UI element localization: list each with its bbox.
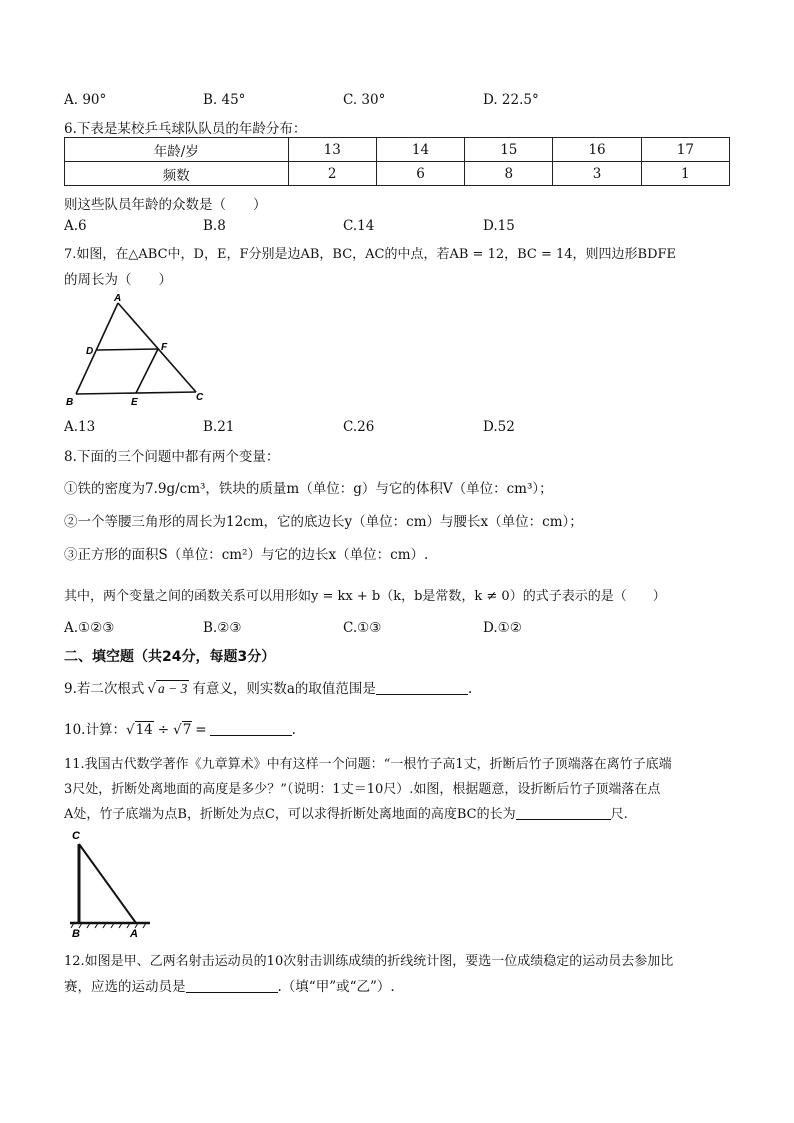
sqrt-expression xyxy=(147,681,189,697)
q6-option-b[interactable]: B.8 xyxy=(203,218,226,234)
q11-line3-text: A处，竹子底端为点B，折断处为点C，可以求得折断处离地面的高度BC的长为 xyxy=(64,807,516,822)
q12-hint: .（填“甲”或“乙”）. xyxy=(277,979,395,995)
q11-unit: 尺. xyxy=(610,807,628,822)
division-sign: ÷ xyxy=(157,722,170,738)
q6-option-d[interactable]: D.15 xyxy=(483,218,515,234)
q6-stem: 6.下表是某校乒乓球队队员的年龄分布： xyxy=(64,121,307,137)
table-cell: 6 xyxy=(376,162,464,186)
q8-stem: 8.下面的三个问题中都有两个变量： xyxy=(64,449,280,465)
table-cell: 17 xyxy=(641,138,729,162)
q6-question: 则这些队员年龄的众数是（ ） xyxy=(64,197,267,213)
q10-text-before: 10.计算： xyxy=(64,722,126,738)
q7-stem-line2: 的周长为（ ） xyxy=(64,272,172,288)
q8-option-b[interactable]: B.②③ xyxy=(203,620,242,636)
radicand: 14 xyxy=(135,722,153,738)
figure-label-c: C xyxy=(72,830,80,842)
table-cell: 15 xyxy=(465,138,553,162)
triangle-abc-figure xyxy=(62,293,212,408)
q7-option-d[interactable]: D.52 xyxy=(483,419,515,435)
q12-line2-text: 赛，应选的运动员是 xyxy=(64,979,186,995)
table-header-cell: 频数 xyxy=(65,162,289,186)
figure-label-a: A xyxy=(130,928,138,938)
table-cell: 8 xyxy=(465,162,553,186)
figure-label-f: F xyxy=(161,342,168,353)
q8-item-2: ②一个等腰三角形的周长为12cm，它的底边长y（单位：cm）与腰长x（单位：cm）； xyxy=(64,514,583,530)
q9-text-after: 有意义，则实数a的取值范围是 xyxy=(192,681,376,697)
q10-answer-blank[interactable] xyxy=(210,721,292,736)
sqrt-14 xyxy=(126,721,154,738)
figure-label-c: C xyxy=(196,392,204,403)
q9-answer-blank[interactable] xyxy=(376,680,468,695)
table-cell: 16 xyxy=(553,138,641,162)
figure-label-a: A xyxy=(114,293,122,304)
q7-option-b[interactable]: B.21 xyxy=(203,419,235,435)
radical-sign-icon: √ xyxy=(173,722,182,738)
q10-period: . xyxy=(291,722,296,738)
q11-line1: 11.我国古代数学著作《九章算术》中有这样一个问题：“一根竹子高1丈，折断后竹子顶端落在离竹子底端 xyxy=(64,757,672,772)
q12-line1: 12.如图是甲、乙两名射击运动员的10次射击训练成绩的折线统计图，要选一位成绩稳定的运动员去参加比 xyxy=(64,954,674,969)
q5-option-d[interactable]: D. 22.5° xyxy=(483,92,539,108)
figure-label-e: E xyxy=(131,397,138,408)
q8-item-3: ③正方形的面积S（单位：cm²）与它的边长x（单位：cm）. xyxy=(64,547,429,563)
section-title: 二、填空题（共24分，每题3分） xyxy=(64,649,276,665)
age-frequency-table xyxy=(64,137,730,186)
q8-item-1: ①铁的密度为7.9g/cm³，铁块的质量m（单位：g）与它的体积V（单位：cm³）； xyxy=(64,481,553,497)
bamboo-figure xyxy=(66,828,166,938)
q12-line2 xyxy=(64,975,395,995)
q7-option-a[interactable]: A.13 xyxy=(64,419,96,435)
sqrt-7 xyxy=(173,721,192,738)
equals-sign: = xyxy=(195,722,207,738)
q11-answer-blank[interactable] xyxy=(516,805,611,820)
radicand: 7 xyxy=(182,722,192,738)
q6-option-c[interactable]: C.14 xyxy=(343,218,375,234)
q10-line xyxy=(64,718,296,738)
q5-option-b[interactable]: B. 45° xyxy=(203,92,246,108)
table-cell: 2 xyxy=(288,162,376,186)
q9-line xyxy=(64,677,472,697)
q12-answer-blank[interactable] xyxy=(186,978,278,993)
q6-option-a[interactable]: A.6 xyxy=(64,218,87,234)
q8-option-d[interactable]: D.①② xyxy=(483,620,522,636)
q5-option-c[interactable]: C. 30° xyxy=(343,92,386,108)
q9-text-before: 9.若二次根式 xyxy=(64,681,145,697)
table-cell: 1 xyxy=(641,162,729,186)
q7-option-c[interactable]: C.26 xyxy=(343,419,375,435)
q8-question: 其中，两个变量之间的函数关系可以用形如y = kx + b（k，b是常数，k ≠ 0）的式子表示的是（ ） xyxy=(64,589,666,604)
table-cell: 3 xyxy=(553,162,641,186)
figure-label-b: B xyxy=(72,928,80,938)
table-header-cell: 年龄/岁 xyxy=(65,138,289,162)
table-cell: 14 xyxy=(376,138,464,162)
q11-line3 xyxy=(64,803,628,822)
q11-line2: 3尺处，折断处离地面的高度是多少？”（说明：1丈＝10尺）.如图，根据题意，设折断后竹子顶端落在点 xyxy=(64,782,661,797)
table-cell: 13 xyxy=(288,138,376,162)
radicand: a − 3 xyxy=(158,681,188,696)
q8-option-a[interactable]: A.①②③ xyxy=(64,620,115,636)
figure-label-b: B xyxy=(66,397,74,408)
radical-sign-icon: √ xyxy=(125,722,135,738)
figure-label-d: D xyxy=(86,346,94,357)
q9-period: . xyxy=(467,681,473,697)
q8-option-c[interactable]: C.①③ xyxy=(343,620,382,636)
q5-option-a[interactable]: A. 90° xyxy=(64,92,107,108)
q7-stem-line1: 7.如图，在△ABC中，D，E，F分别是边AB，BC，AC的中点，若AB = 12，BC = 14，则四边形BDFE xyxy=(64,247,677,262)
table-row xyxy=(65,138,730,162)
table-row xyxy=(65,162,730,186)
radical-sign-icon: √ xyxy=(147,681,156,697)
